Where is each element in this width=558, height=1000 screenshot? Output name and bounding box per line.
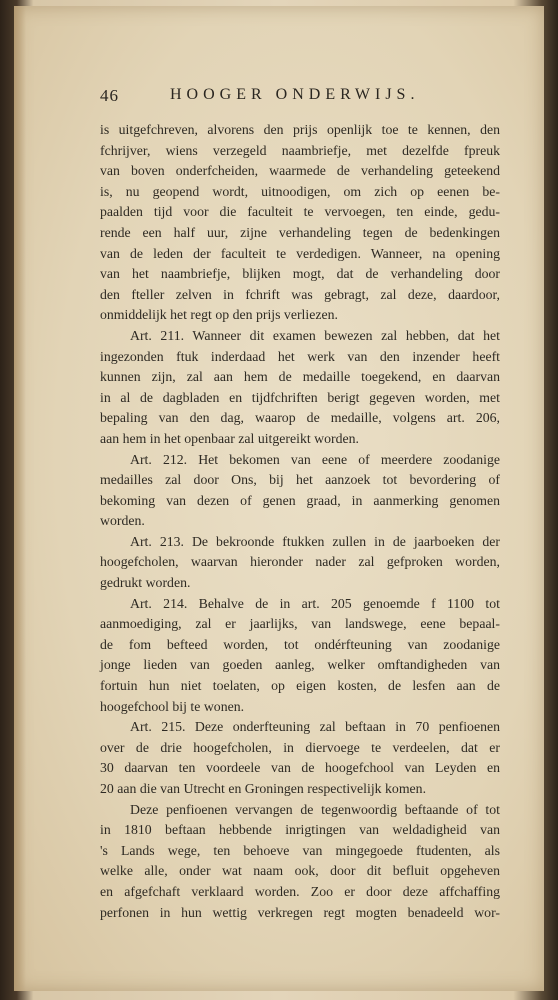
- text-line: paalden tijd voor die faculteit te vervoegen, ten einde, gedu-: [100, 204, 500, 220]
- text-line: onmiddelijk het regt op den prijs verliezen.: [100, 307, 338, 323]
- text-line: bepaling van den dag, waarop de medaille, volgens art. 206,: [100, 410, 500, 426]
- text-line: bekoming van dezen of genen graad, in aanmerking genomen: [100, 492, 500, 508]
- text-line: gedrukt worden.: [100, 575, 191, 591]
- text-line: van boven onderfcheiden, waarmede de verhandeling geteekend: [100, 163, 500, 179]
- text-line: jonge lieden van goeden aanleg, welker omftandigheden van: [100, 657, 500, 673]
- text-line: van de leden der faculteit te verdedigen. Wanneer, na opening: [100, 245, 500, 261]
- text-line: fchrijver, wiens verzegeld naambriefje, met dezelfde fpreuk: [100, 142, 500, 158]
- text-line: in 1810 beftaan hebbende inrigtingen van weldadigheid van: [100, 822, 500, 838]
- running-head: HOOGER ONDERWIJS.: [170, 86, 420, 103]
- text-line: is, nu geopend wordt, uitnoodigen, om zich op eenen be-: [100, 183, 500, 199]
- text-line: over de drie hoogefcholen, in diervoege te verdeelen, dat er: [100, 739, 500, 755]
- text-line: kunnen zijn, zal aan hem de medaille toegekend, en daarvan: [100, 369, 500, 385]
- text-line: is uitgefchreven, alvorens den prijs openlijk toe te kennen, den: [100, 122, 500, 137]
- body-text: [100, 120, 500, 923]
- text-line: hoogefchool bij te wonen.: [100, 698, 245, 714]
- text-line: welke alle, onder wat naam ook, door dit befluit opgeheven: [100, 863, 500, 879]
- text-line: en afgefchaft verklaard worden. Zoo er door deze affchaffing: [100, 883, 500, 899]
- text-line: ingezonden ftuk inderdaad het werk van den inzender heeft: [100, 348, 500, 364]
- page-number: 46: [100, 86, 119, 105]
- text-line: perfonen in hun wettig verkregen regt mogten benadeeld wor-: [100, 904, 500, 920]
- text-line: Art. 214. Behalve de in art. 205 genoemde f 1100 tot: [130, 595, 500, 611]
- text-line: aan hem in het openbaar zal uitgereikt worden.: [100, 430, 359, 446]
- text-line: Art. 211. Wanneer dit examen bewezen zal hebben, dat het: [130, 327, 500, 343]
- text-line: fortuin hun niet toelaten, op eigen kosten, de lesfen aan de: [100, 678, 500, 694]
- text-line: den fteller zelven in fchrift was gebragt, zal deze, daardoor,: [100, 286, 500, 302]
- text-line: worden.: [100, 513, 145, 529]
- text-line: de fom befteed worden, tot ondérfteuning van zoodanige: [100, 636, 500, 652]
- text-line: rende een half uur, zijne verhandeling tegen de bedenkingen: [100, 224, 500, 240]
- text-line: hoogefcholen, waarvan hieronder nader zal gefproken worden,: [100, 554, 500, 570]
- text-line: in al de dagbladen en tijdfchriften berigt gegeven worden, met: [100, 389, 500, 405]
- text-line: Art. 213. De bekroonde ftukken zullen in de jaarboeken der: [130, 533, 500, 549]
- text-line: 20 aan die van Utrecht en Groningen respectivelijk komen.: [100, 781, 427, 796]
- text-line: 's Lands wege, ten behoeve van mingegoede ftudenten, als: [100, 842, 500, 858]
- text-line: medailles zal door Ons, bij het aanzoek tot bevordering of: [100, 472, 500, 488]
- page-header: [100, 86, 460, 110]
- text-line: aanmoediging, zal er jaarlijks, van landswege, eene bepaal-: [100, 616, 500, 632]
- text-line: 30 daarvan ten voordeele van de hoogefchool van Leyden en: [100, 760, 500, 776]
- page-gutter-shadow: [14, 6, 26, 991]
- text-line: Art. 212. Het bekomen van eene of meerdere zoodanige: [130, 451, 500, 467]
- text-line: Deze penfioenen vervangen de tegenwoordig beftaande of tot: [130, 801, 500, 817]
- text-line: Art. 215. Deze onderfteuning zal beftaan in 70 penfioenen: [130, 719, 500, 735]
- text-line: van het naambriefje, blijken mogt, dat de verhandeling door: [100, 266, 500, 282]
